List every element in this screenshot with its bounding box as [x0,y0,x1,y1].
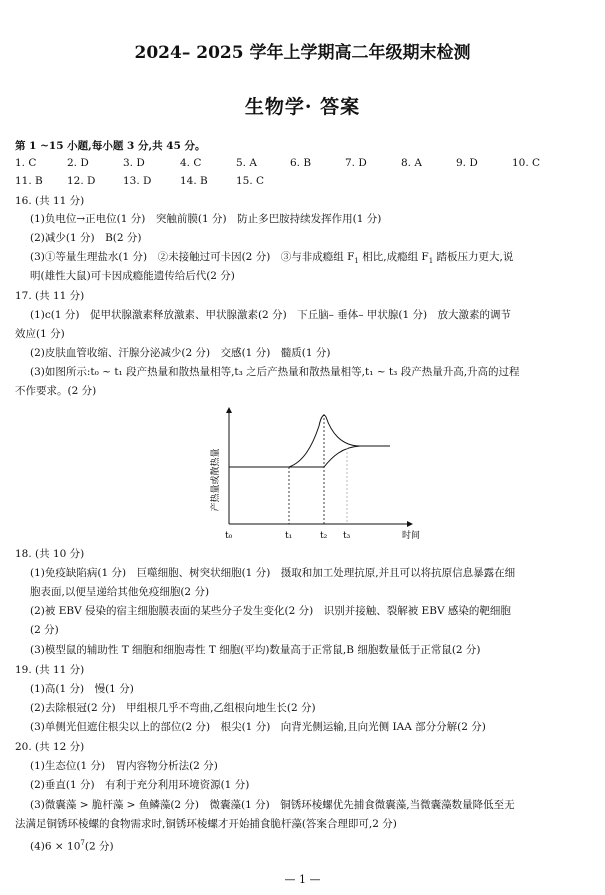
heat-balance-graph [200,402,440,552]
answer-9: 9. D [456,157,478,169]
tick-t2: t₂ [320,531,328,541]
q19-heading: 19. (共 11 分) [15,664,85,676]
tick-t3: t₃ [343,531,351,541]
answer-8: 8. A [401,157,422,169]
q18-line-2: (2)被 EBV 侵染的宿主细胞膜表面的某些分子发生变化(2 分) 识别并接触、裂解被 EBV 感染的靶细胞 [30,605,511,617]
answer-4: 4. C [180,157,202,169]
q18-line-2b: (2 分) [30,624,59,636]
q17-line-2: (2)皮肤血管收缩、汗腺分泌减少(2 分) 交感(1 分) 髓质(1 分) [30,347,331,359]
q17-line-3b: 不作要求。(2 分) [15,385,97,397]
q20-line-2: (2)垂直(1 分) 有利于充分利用环境资源(1 分) [30,779,250,791]
answer-2: 2. D [67,157,89,169]
tick-t0: t₀ [225,531,233,541]
q17-line-1: (1)c(1 分) 促甲状腺激素释放激素、甲状腺激素(2 分) 下丘脑– 垂体– 甲状腺(1 分) 放大激素的调节 [30,309,512,321]
q20-line-4: $(4)6 \times 10^7(2$ 分) [30,839,114,853]
mc-intro: 第 1 ~15 小题,每小题 3 分,共 45 分。 [15,140,206,152]
answer-14: 14. B [180,175,208,187]
q20-line-3b: 法满足铜锈环棱螺的食物需求时,铜锈环棱螺才开始捕食脆杆藻(答案合理即可,2 分) [15,818,397,830]
q19-line-1: (1)高(1 分) 慢(1 分) [30,683,134,695]
answer-12: 12. D [67,175,96,187]
mc-answers [0,157,605,187]
heat-production-curve [289,415,390,467]
answer-7: 7. D [345,157,367,169]
answer-15: 15. C [236,175,265,187]
q19-line-3: (3)单侧光但遮住根尖以上的部位(2 分) 根尖(1 分) 向背光侧运输,且向光侧 IAA 部分分解(2 分) [30,721,486,733]
q18-line-3: (3)模型鼠的辅助性 T 细胞和细胞毒性 T 细胞(平均)数量高于正常鼠,B 细胞数量低于正常鼠(2 分) [30,644,481,656]
q16-line-2: (2)减少(1 分) B(2 分) [30,232,142,244]
answer-6: 6. B [290,157,312,169]
answer-13: 13. D [123,175,152,187]
q16-line-4: 明(雄性大鼠)可卡因成瘾能遗传给后代(2 分) [30,270,235,282]
answer-11: 11. B [15,175,43,187]
q20-heading: 20. (共 12 分) [15,741,85,753]
q17-line-3: (3)如图所示:t₀ ~ t₁ 段产热量和散热量相等,t₃ 之后产热量和散热量相等,t₁ ~ t₃ 段产热量升高,升高的过程 [30,366,520,378]
answer-10: 10. C [512,157,541,169]
q16-line-3: (3)①等量生理盐水(1 分) ②未接触过可卡因(2 分) ③与非成瘾组 $F_1$ 相比,成瘾组 $F_1$ 踏板压力更大,说 [30,251,514,266]
answer-3: 3. D [123,157,145,169]
q17-heading: 17. (共 11 分) [15,290,85,302]
q16-heading: 16. (共 11 分) [15,195,85,207]
q17-line-1b: 效应(1 分) [15,328,65,340]
answer-1: 1. C [15,157,37,169]
q18-line-1b: 胞表面,以便呈递给其他免疫细胞(2 分) [30,586,210,598]
q16-line-1: (1)负电位→正电位(1 分) 突触前膜(1 分) 防止多巴胺持续发挥作用(1 分) [30,213,382,225]
y-axis-label: 产热量或散热量 [211,448,221,512]
document-subtitle: 生物学· 答案 [244,96,361,118]
q18-line-1: (1)免疫缺陷病(1 分) 巨噬细胞、树突状细胞(1 分) 摄取和加工处理抗原,并且可以将抗原信息暴露在细 [30,567,516,579]
x-axis-label: 时间 [402,531,421,541]
q20-line-1: (1)生态位(1 分) 胃内容物分析法(2 分) [30,760,218,772]
q19-line-2: (2)去除根冠(2 分) 甲组根几乎不弯曲,乙组根向地生长(2 分) [30,702,316,714]
answer-5: 5. A [236,157,257,169]
heat-dissipation-curve [289,446,360,467]
q18-heading: 18. (共 10 分) [15,548,85,560]
document-title: 2024– 2025 学年上学期高二年级期末检测 [134,43,471,63]
q20-line-3: (3)微囊藻 > 脆杆藻 > 鱼鳞藻(2 分) 微囊藻(1 分) 铜锈环棱螺优先捕食微囊藻,当微囊藻数量降低至无 [30,799,515,811]
page-number: — 1 — [284,873,321,886]
tick-t1: t₁ [285,531,293,541]
